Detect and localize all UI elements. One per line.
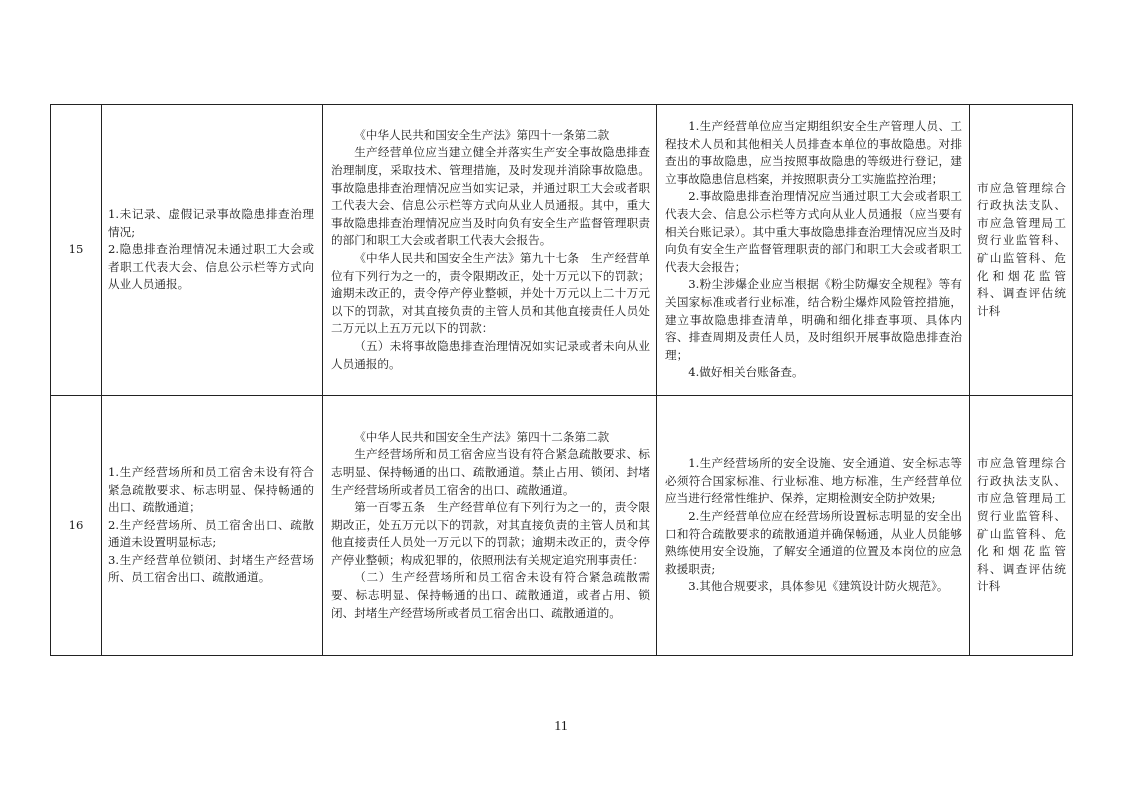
regulation-table bbox=[50, 104, 1073, 656]
law-paragraph: （五）未将事故隐患排查治理情况如实记录或者未向从业人员通报的。 bbox=[331, 338, 650, 371]
issue-cell bbox=[102, 105, 323, 396]
department-cell: 市应急管理综合行政执法支队、市应急管理局工贸行业监管科、矿山监管科、危化和烟花监管科、调查评估统计科 bbox=[970, 396, 1073, 656]
measure-cell bbox=[657, 396, 970, 656]
law-paragraph: 第一百零五条 生产经营单位有下列行为之一的，责令限期改正，处五万元以下的罚款，对其直接负责的主管人员和其他直接责任人员处一万元以下的罚款；逾期未改正的，责令停产停业整顿；构成犯罪的，依照刑法有关规定追究刑事责任： bbox=[331, 500, 650, 567]
measure-item: 2.事故隐患排查治理情况应当通过职工大会或者职工代表大会、信息公示栏等方式向从业人员通报（应当要有相关台账记录）。其中重大事故隐患排查治理情况应当及时向负有安全生产监督管理职责的部门和职工大会或者职工代表大会报告； bbox=[665, 189, 962, 274]
law-paragraph: 《中华人民共和国安全生产法》第四十二条第二款 bbox=[354, 429, 610, 444]
issue-cell bbox=[102, 396, 323, 656]
measure-item: 1.生产经营场所的安全设施、安全通道、安全标志等必须符合国家标准、行业标准、地方标准，生产经营单位应当进行经常性维护、保养，定期检测安全防护效果; bbox=[665, 456, 962, 506]
law-cell bbox=[323, 396, 657, 656]
table-row-15 bbox=[51, 105, 1073, 396]
measure-item: 3.其他合规要求，具体参见《建筑设计防火规范》。 bbox=[688, 579, 949, 594]
law-cell bbox=[323, 105, 657, 396]
measure-item: 3.粉尘涉爆企业应当根据《粉尘防爆安全规程》等有关国家标准或者行业标准，结合粉尘爆炸风险管控措施，建立事故隐患排查清单，明确和细化排查事项、具体内容、排查周期及责任人员，及时组织开展事故隐患排查治理； bbox=[665, 277, 962, 362]
row-number: 16 bbox=[51, 396, 102, 656]
issue-item: 1.生产经营场所和员工宿舍未设有符合紧急疏散要求、标志明显、保持畅通的出口、疏散通道； bbox=[108, 464, 314, 515]
law-paragraph: 《中华人民共和国安全生产法》第九十七条 生产经营单位有下列行为之一的，责令限期改正，处十万元以下的罚款；逾期未改正的，责令停产停业整顿，并处十万元以上二十万元以下的罚款，对其直接负责的主管人员和其他直接责任人员处二万元以上五万元以下的罚款： bbox=[331, 251, 650, 336]
row-number: 15 bbox=[51, 105, 102, 396]
measure-item: 2.生产经营单位应在经营场所设置标志明显的安全出口和符合疏散要求的疏散通道并确保畅通，从业人员能够熟练使用安全设施，了解安全通道的位置及本岗位的应急救援职责; bbox=[665, 508, 962, 576]
issue-item: 1.未记录、虚假记录事故隐患排查治理情况; bbox=[108, 207, 314, 239]
law-paragraph: 《中华人民共和国安全生产法》第四十一条第二款 bbox=[354, 127, 610, 142]
department-cell: 市应急管理综合行政执法支队、市应急管理局工贸行业监管科、矿山监管科、危化和烟花监管科、调查评估统计科 bbox=[970, 105, 1073, 396]
law-paragraph: 生产经营单位应当建立健全并落实生产安全事故隐患排查治理制度，采取技术、管理措施，及时发现并消除事故隐患。事故隐患排查治理情况应当如实记录，并通过职工大会或者职工代表大会、信息公示栏等方式向从业人员通报。其中，重大事故隐患排查治理情况应当及时向负有安全生产监督管理职责的部门和职工大会或者职工代表大会报告。 bbox=[331, 145, 650, 248]
measure-cell bbox=[657, 105, 970, 396]
law-paragraph: 生产经营场所和员工宿舍应当设有符合紧急疏散要求、标志明显、保持畅通的出口、疏散通道。禁止占用、锁闭、封堵生产经营场所或者员工宿舍的出口、疏散通道。 bbox=[331, 447, 650, 497]
page-number: 11 bbox=[554, 719, 568, 734]
measure-item: 1.生产经营单位应当定期组织安全生产管理人员、工程技术人员和其他相关人员排查本单位的事故隐患。对排查出的事故隐患，应当按照事故隐患的等级进行登记，建立事故隐患信息档案，并按照职责分工实施监控治理； bbox=[665, 119, 962, 186]
issue-item: 2.隐患排查治理情况未通过职工大会或者职工代表大会、信息公示栏等方式向从业人员通报。 bbox=[108, 242, 314, 292]
table-row-16 bbox=[51, 396, 1073, 656]
measure-item: 4.做好相关台账备查。 bbox=[688, 365, 804, 380]
law-paragraph: （二）生产经营场所和员工宿舍未设有符合紧急疏散需要、标志明显、保持畅通的出口、疏散通道，或者占用、锁闭、封堵生产经营场所或者员工宿舍出口、疏散通道的。 bbox=[331, 570, 650, 620]
issue-item: 3.生产经营单位锁闭、封堵生产经营场所、员工宿舍出口、疏散通道。 bbox=[108, 552, 314, 585]
issue-item: 2.生产经营场所、员工宿舍出口、疏散通道未设置明显标志; bbox=[108, 517, 314, 550]
